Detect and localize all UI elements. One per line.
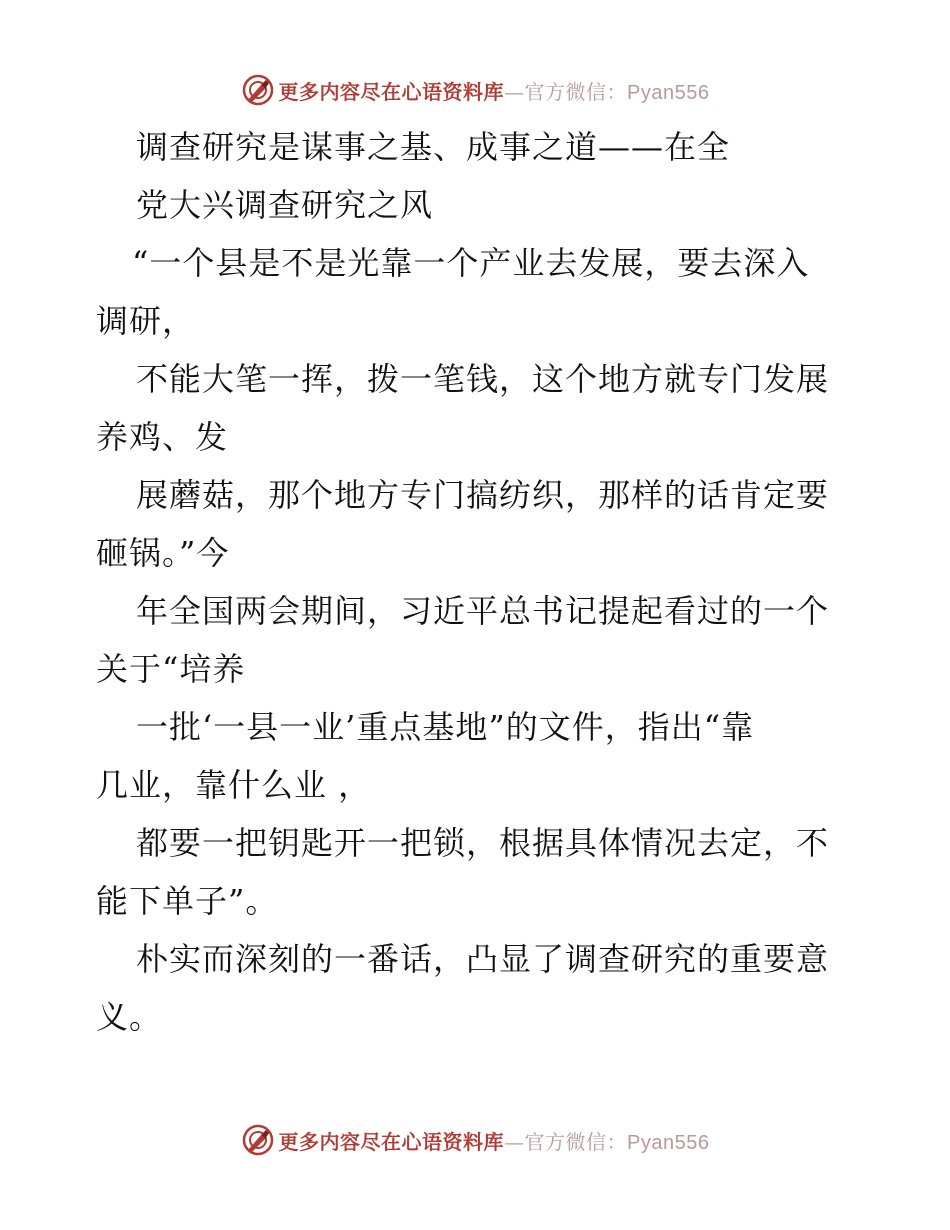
pen-logo-icon	[241, 1123, 275, 1157]
watermark-text	[279, 76, 710, 105]
watermark-separator: —	[504, 79, 525, 104]
page-header-watermark	[0, 70, 950, 110]
watermark-label: 官方微信：	[524, 1129, 628, 1154]
text-line: 一批‘一县一业’重点基地”的文件，指出“靠	[136, 708, 755, 746]
text-line: 年全国两会期间，习近平总书记提起看过的一个	[136, 592, 830, 630]
text-line: 调研，	[96, 302, 196, 340]
page-footer-watermark	[0, 1120, 950, 1160]
text-line: 都要一把钥匙开一把锁，根据具体情况去定，不	[136, 824, 830, 862]
text-line: 养鸡、发	[96, 418, 229, 456]
text-line: 义。	[96, 998, 163, 1036]
watermark-text	[279, 1126, 710, 1155]
text-line: 党大兴调查研究之风	[136, 186, 434, 224]
text-line: 展蘑菇，那个地方专门搞纺织，那样的话肯定要	[136, 476, 830, 514]
watermark-site: 更多内容尽在心语资料库	[278, 79, 505, 104]
text-line: 不能大笔一挥，拨一笔钱，这个地方就专门发展	[136, 360, 830, 398]
text-line: 能下单子”。	[96, 882, 279, 920]
watermark-handle: Pyan556	[627, 81, 710, 104]
watermark-site: 更多内容尽在心语资料库	[278, 1129, 505, 1154]
text-line: 朴实而深刻的一番话，凸显了调查研究的重要意	[136, 940, 830, 978]
text-line: 关于“培养	[96, 650, 246, 688]
text-line: 砸锅。”今	[96, 534, 230, 572]
watermark-handle: Pyan556	[627, 1131, 710, 1154]
pen-logo-icon	[241, 73, 275, 107]
text-line: 几业，靠什么业 ，	[96, 766, 372, 804]
text-line: 调查研究是谋事之基、成事之道——在全	[136, 128, 731, 166]
text-line: “一个县是不是光靠一个产业去发展，要去深入	[132, 244, 810, 282]
document-body	[96, 118, 856, 1046]
watermark-label: 官方微信：	[524, 79, 628, 104]
watermark-separator: —	[504, 1129, 525, 1154]
